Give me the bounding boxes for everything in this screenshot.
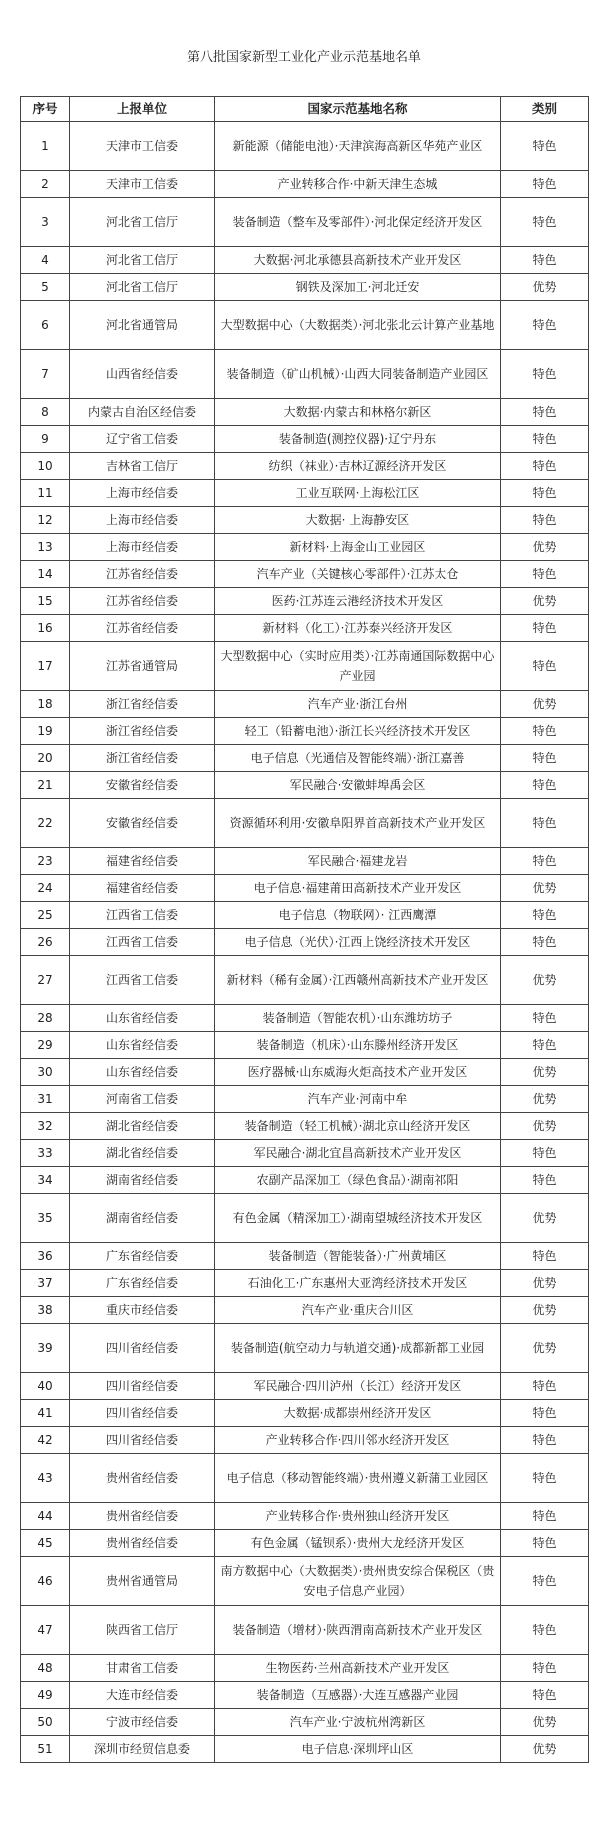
row-category: 特色 <box>501 507 589 534</box>
row-category: 优势 <box>501 534 589 561</box>
row-category: 特色 <box>501 1655 589 1682</box>
row-category: 特色 <box>501 745 589 772</box>
row-number: 49 <box>21 1682 70 1709</box>
row-base-name: 军民融合·安徽蚌埠禹会区 <box>215 772 501 799</box>
row-number: 10 <box>21 453 70 480</box>
row-number: 46 <box>21 1557 70 1606</box>
table-row <box>21 1194 589 1243</box>
row-base-name: 军民融合·福建龙岩 <box>215 848 501 875</box>
row-reporting-unit: 河北省工信厅 <box>70 274 215 301</box>
row-category: 特色 <box>501 848 589 875</box>
row-base-name: 工业互联网·上海松江区 <box>215 480 501 507</box>
row-reporting-unit: 河北省工信厅 <box>70 198 215 247</box>
table-row <box>21 1736 589 1763</box>
row-number: 11 <box>21 480 70 507</box>
row-base-name: 装备制造（智能农机）·山东潍坊坊子 <box>215 1005 501 1032</box>
row-number: 1 <box>21 122 70 171</box>
row-base-name: 汽车产业·浙江台州 <box>215 691 501 718</box>
row-number: 13 <box>21 534 70 561</box>
row-reporting-unit: 宁波市经信委 <box>70 1709 215 1736</box>
row-category: 特色 <box>501 171 589 198</box>
row-number: 26 <box>21 929 70 956</box>
row-base-name: 装备制造（矿山机械）·山西大同装备制造产业园区 <box>215 350 501 399</box>
table-row <box>21 1005 589 1032</box>
table-row <box>21 745 589 772</box>
row-category: 优势 <box>501 691 589 718</box>
row-reporting-unit: 天津市工信委 <box>70 171 215 198</box>
row-reporting-unit: 湖南省经信委 <box>70 1167 215 1194</box>
row-category: 特色 <box>501 1400 589 1427</box>
row-number: 4 <box>21 247 70 274</box>
row-category: 特色 <box>501 1454 589 1503</box>
row-base-name: 大数据· 上海静安区 <box>215 507 501 534</box>
row-number: 48 <box>21 1655 70 1682</box>
row-category: 特色 <box>501 350 589 399</box>
row-base-name: 产业转移合作·中新天津生态城 <box>215 171 501 198</box>
row-reporting-unit: 江苏省经信委 <box>70 588 215 615</box>
table-row <box>21 453 589 480</box>
row-number: 24 <box>21 875 70 902</box>
row-reporting-unit: 安徽省经信委 <box>70 772 215 799</box>
row-category: 特色 <box>501 122 589 171</box>
row-base-name: 新材料（稀有金属）·江西赣州高新技术产业开发区 <box>215 956 501 1005</box>
row-category: 特色 <box>501 799 589 848</box>
row-category: 特色 <box>501 1373 589 1400</box>
row-number: 8 <box>21 399 70 426</box>
row-number: 40 <box>21 1373 70 1400</box>
row-base-name: 大数据·河北承德县高新技术产业开发区 <box>215 247 501 274</box>
table-row <box>21 1427 589 1454</box>
row-category: 特色 <box>501 1167 589 1194</box>
row-number: 5 <box>21 274 70 301</box>
table-row <box>21 642 589 691</box>
row-reporting-unit: 内蒙古自治区经信委 <box>70 399 215 426</box>
row-number: 22 <box>21 799 70 848</box>
row-category: 特色 <box>501 198 589 247</box>
table-row <box>21 691 589 718</box>
table-row <box>21 274 589 301</box>
table-row <box>21 426 589 453</box>
row-base-name: 汽车产业·河南中牟 <box>215 1086 501 1113</box>
row-number: 21 <box>21 772 70 799</box>
row-base-name: 新能源（储能电池）·天津滨海高新区华苑产业区 <box>215 122 501 171</box>
row-reporting-unit: 江苏省通管局 <box>70 642 215 691</box>
row-reporting-unit: 上海市经信委 <box>70 534 215 561</box>
row-number: 36 <box>21 1243 70 1270</box>
row-category: 特色 <box>501 1243 589 1270</box>
row-category: 特色 <box>501 642 589 691</box>
row-number: 14 <box>21 561 70 588</box>
row-category: 特色 <box>501 718 589 745</box>
row-reporting-unit: 四川省经信委 <box>70 1324 215 1373</box>
row-category: 特色 <box>501 1005 589 1032</box>
row-number: 12 <box>21 507 70 534</box>
row-base-name: 南方数据中心（大数据类）·贵州贵安综合保税区（贵安电子信息产业园） <box>215 1557 501 1606</box>
table-row <box>21 772 589 799</box>
row-base-name: 有色金属（锰钡系）·贵州大龙经济开发区 <box>215 1530 501 1557</box>
row-reporting-unit: 贵州省经信委 <box>70 1503 215 1530</box>
row-base-name: 电子信息（物联网）· 江西鹰潭 <box>215 902 501 929</box>
row-reporting-unit: 四川省经信委 <box>70 1373 215 1400</box>
row-reporting-unit: 河北省工信厅 <box>70 247 215 274</box>
row-number: 20 <box>21 745 70 772</box>
row-base-name: 装备制造（互感器）·大连互感器产业园 <box>215 1682 501 1709</box>
row-base-name: 农副产品深加工（绿色食品）·湖南祁阳 <box>215 1167 501 1194</box>
row-reporting-unit: 山西省经信委 <box>70 350 215 399</box>
table-row <box>21 1032 589 1059</box>
table-row <box>21 1297 589 1324</box>
table-row <box>21 1400 589 1427</box>
table-row <box>21 875 589 902</box>
row-base-name: 生物医药·兰州高新技术产业开发区 <box>215 1655 501 1682</box>
row-reporting-unit: 山东省经信委 <box>70 1005 215 1032</box>
row-base-name: 产业转移合作·贵州独山经济开发区 <box>215 1503 501 1530</box>
row-reporting-unit: 浙江省经信委 <box>70 691 215 718</box>
row-number: 43 <box>21 1454 70 1503</box>
row-category: 特色 <box>501 480 589 507</box>
row-category: 特色 <box>501 453 589 480</box>
row-category: 特色 <box>501 1606 589 1655</box>
row-category: 特色 <box>501 1557 589 1606</box>
row-number: 2 <box>21 171 70 198</box>
table-row <box>21 534 589 561</box>
row-reporting-unit: 河南省工信委 <box>70 1086 215 1113</box>
table-row <box>21 301 589 350</box>
table-row <box>21 1113 589 1140</box>
row-category: 特色 <box>501 1530 589 1557</box>
row-number: 28 <box>21 1005 70 1032</box>
row-category: 特色 <box>501 902 589 929</box>
row-base-name: 电子信息·深圳坪山区 <box>215 1736 501 1763</box>
table-row <box>21 1530 589 1557</box>
row-reporting-unit: 湖南省经信委 <box>70 1194 215 1243</box>
row-number: 15 <box>21 588 70 615</box>
row-reporting-unit: 江西省工信委 <box>70 956 215 1005</box>
row-reporting-unit: 深圳市经贸信息委 <box>70 1736 215 1763</box>
row-number: 32 <box>21 1113 70 1140</box>
row-reporting-unit: 湖北省经信委 <box>70 1113 215 1140</box>
row-category: 优势 <box>501 1194 589 1243</box>
header-category: 类别 <box>501 97 589 122</box>
table-row <box>21 1270 589 1297</box>
row-number: 33 <box>21 1140 70 1167</box>
table-row <box>21 247 589 274</box>
row-reporting-unit: 贵州省通管局 <box>70 1557 215 1606</box>
row-number: 30 <box>21 1059 70 1086</box>
row-number: 38 <box>21 1297 70 1324</box>
row-base-name: 装备制造(测控仪器)·辽宁丹东 <box>215 426 501 453</box>
table-row <box>21 1086 589 1113</box>
table-row <box>21 1059 589 1086</box>
table-row <box>21 929 589 956</box>
row-number: 51 <box>21 1736 70 1763</box>
table-row <box>21 799 589 848</box>
row-number: 39 <box>21 1324 70 1373</box>
row-base-name: 装备制造（机床）·山东滕州经济开发区 <box>215 1032 501 1059</box>
row-category: 优势 <box>501 956 589 1005</box>
row-category: 特色 <box>501 1140 589 1167</box>
row-number: 37 <box>21 1270 70 1297</box>
row-reporting-unit: 贵州省经信委 <box>70 1530 215 1557</box>
header-number: 序号 <box>21 97 70 122</box>
row-base-name: 大型数据中心（实时应用类）·江苏南通国际数据中心产业园 <box>215 642 501 691</box>
row-reporting-unit: 江苏省经信委 <box>70 561 215 588</box>
row-category: 优势 <box>501 1270 589 1297</box>
row-base-name: 钢铁及深加工·河北迁安 <box>215 274 501 301</box>
table-row <box>21 848 589 875</box>
table-row <box>21 1503 589 1530</box>
table-row <box>21 1373 589 1400</box>
row-number: 42 <box>21 1427 70 1454</box>
row-base-name: 电子信息·福建莆田高新技术产业开发区 <box>215 875 501 902</box>
table-row <box>21 122 589 171</box>
row-category: 特色 <box>501 1427 589 1454</box>
row-number: 44 <box>21 1503 70 1530</box>
row-base-name: 新材料（化工）·江苏泰兴经济开发区 <box>215 615 501 642</box>
table-row <box>21 1243 589 1270</box>
row-number: 16 <box>21 615 70 642</box>
row-base-name: 汽车产业·重庆合川区 <box>215 1297 501 1324</box>
row-reporting-unit: 安徽省经信委 <box>70 799 215 848</box>
row-number: 34 <box>21 1167 70 1194</box>
row-category: 优势 <box>501 1113 589 1140</box>
row-reporting-unit: 河北省通管局 <box>70 301 215 350</box>
row-base-name: 医疗器械·山东威海火炬高技术产业开发区 <box>215 1059 501 1086</box>
row-number: 9 <box>21 426 70 453</box>
row-base-name: 资源循环利用·安徽阜阳界首高新技术产业开发区 <box>215 799 501 848</box>
table-row <box>21 480 589 507</box>
row-base-name: 装备制造（整车及零部件）·河北保定经济开发区 <box>215 198 501 247</box>
row-reporting-unit: 四川省经信委 <box>70 1400 215 1427</box>
row-number: 29 <box>21 1032 70 1059</box>
base-list-table <box>20 96 589 1763</box>
table-row <box>21 171 589 198</box>
table-row <box>21 1709 589 1736</box>
row-number: 50 <box>21 1709 70 1736</box>
row-base-name: 电子信息（光通信及智能终端）·浙江嘉善 <box>215 745 501 772</box>
row-number: 47 <box>21 1606 70 1655</box>
row-category: 特色 <box>501 426 589 453</box>
row-reporting-unit: 福建省经信委 <box>70 875 215 902</box>
row-reporting-unit: 湖北省经信委 <box>70 1140 215 1167</box>
row-category: 优势 <box>501 1324 589 1373</box>
row-base-name: 医药·江苏连云港经济技术开发区 <box>215 588 501 615</box>
row-reporting-unit: 上海市经信委 <box>70 480 215 507</box>
table-row <box>21 561 589 588</box>
row-category: 特色 <box>501 615 589 642</box>
table-row <box>21 198 589 247</box>
row-base-name: 大型数据中心（大数据类）·河北张北云计算产业基地 <box>215 301 501 350</box>
row-reporting-unit: 江苏省经信委 <box>70 615 215 642</box>
row-reporting-unit: 山东省经信委 <box>70 1032 215 1059</box>
row-number: 17 <box>21 642 70 691</box>
row-category: 优势 <box>501 588 589 615</box>
table-row <box>21 1140 589 1167</box>
table-row <box>21 1324 589 1373</box>
row-number: 18 <box>21 691 70 718</box>
row-reporting-unit: 广东省经信委 <box>70 1243 215 1270</box>
table-row <box>21 1606 589 1655</box>
row-number: 3 <box>21 198 70 247</box>
row-base-name: 产业转移合作·四川邻水经济开发区 <box>215 1427 501 1454</box>
row-number: 35 <box>21 1194 70 1243</box>
row-reporting-unit: 四川省经信委 <box>70 1427 215 1454</box>
row-reporting-unit: 浙江省经信委 <box>70 718 215 745</box>
row-category: 优势 <box>501 1709 589 1736</box>
row-base-name: 装备制造(航空动力与轨道交通)·成都新都工业园 <box>215 1324 501 1373</box>
row-number: 45 <box>21 1530 70 1557</box>
row-base-name: 汽车产业·宁波杭州湾新区 <box>215 1709 501 1736</box>
table-row <box>21 350 589 399</box>
row-base-name: 汽车产业（关键核心零部件）·江苏太仓 <box>215 561 501 588</box>
row-reporting-unit: 甘肃省工信委 <box>70 1655 215 1682</box>
row-reporting-unit: 上海市经信委 <box>70 507 215 534</box>
row-number: 19 <box>21 718 70 745</box>
row-category: 特色 <box>501 1503 589 1530</box>
row-base-name: 有色金属（精深加工）·湖南望城经济技术开发区 <box>215 1194 501 1243</box>
row-base-name: 轻工（铅蓄电池）·浙江长兴经济技术开发区 <box>215 718 501 745</box>
row-base-name: 装备制造（增材）·陕西渭南高新技术产业开发区 <box>215 1606 501 1655</box>
row-base-name: 纺织（袜业）·吉林辽源经济开发区 <box>215 453 501 480</box>
row-category: 特色 <box>501 772 589 799</box>
row-number: 25 <box>21 902 70 929</box>
row-reporting-unit: 江西省工信委 <box>70 902 215 929</box>
row-reporting-unit: 重庆市经信委 <box>70 1297 215 1324</box>
row-category: 特色 <box>501 1032 589 1059</box>
table-row <box>21 902 589 929</box>
row-reporting-unit: 天津市工信委 <box>70 122 215 171</box>
row-number: 31 <box>21 1086 70 1113</box>
row-category: 优势 <box>501 274 589 301</box>
row-category: 特色 <box>501 247 589 274</box>
table-row <box>21 1682 589 1709</box>
row-reporting-unit: 福建省经信委 <box>70 848 215 875</box>
row-reporting-unit: 山东省经信委 <box>70 1059 215 1086</box>
table-row <box>21 615 589 642</box>
table-row <box>21 1454 589 1503</box>
row-base-name: 大数据·成都崇州经济开发区 <box>215 1400 501 1427</box>
row-base-name: 装备制造（轻工机械）·湖北京山经济开发区 <box>215 1113 501 1140</box>
table-row <box>21 588 589 615</box>
row-reporting-unit: 陕西省工信厅 <box>70 1606 215 1655</box>
row-base-name: 军民融合·四川泸州（长江）经济开发区 <box>215 1373 501 1400</box>
row-category: 特色 <box>501 301 589 350</box>
row-base-name: 电子信息（移动智能终端）·贵州遵义新蒲工业园区 <box>215 1454 501 1503</box>
row-reporting-unit: 贵州省经信委 <box>70 1454 215 1503</box>
table-row <box>21 507 589 534</box>
table-row <box>21 1167 589 1194</box>
row-number: 41 <box>21 1400 70 1427</box>
table-row <box>21 1655 589 1682</box>
row-base-name: 军民融合·湖北宜昌高新技术产业开发区 <box>215 1140 501 1167</box>
row-category: 优势 <box>501 1297 589 1324</box>
row-base-name: 大数据·内蒙古和林格尔新区 <box>215 399 501 426</box>
row-base-name: 新材料·上海金山工业园区 <box>215 534 501 561</box>
row-category: 优势 <box>501 1059 589 1086</box>
row-reporting-unit: 辽宁省工信委 <box>70 426 215 453</box>
row-category: 优势 <box>501 1086 589 1113</box>
row-category: 特色 <box>501 561 589 588</box>
row-category: 优势 <box>501 875 589 902</box>
row-reporting-unit: 浙江省经信委 <box>70 745 215 772</box>
table-row <box>21 1557 589 1606</box>
row-base-name: 石油化工·广东惠州大亚湾经济技术开发区 <box>215 1270 501 1297</box>
row-reporting-unit: 广东省经信委 <box>70 1270 215 1297</box>
table-header-row <box>21 97 589 122</box>
row-number: 23 <box>21 848 70 875</box>
header-reporting-unit: 上报单位 <box>70 97 215 122</box>
header-base-name: 国家示范基地名称 <box>215 97 501 122</box>
row-number: 7 <box>21 350 70 399</box>
row-reporting-unit: 江西省工信委 <box>70 929 215 956</box>
row-category: 特色 <box>501 929 589 956</box>
row-category: 特色 <box>501 1682 589 1709</box>
row-category: 特色 <box>501 399 589 426</box>
page-title: 第八批国家新型工业化产业示范基地名单 <box>186 50 421 65</box>
row-category: 优势 <box>501 1736 589 1763</box>
row-number: 27 <box>21 956 70 1005</box>
row-number: 6 <box>21 301 70 350</box>
table-row <box>21 399 589 426</box>
row-base-name: 装备制造（智能装备）·广州黄埔区 <box>215 1243 501 1270</box>
row-reporting-unit: 大连市经信委 <box>70 1682 215 1709</box>
row-base-name: 电子信息（光伏）·江西上饶经济技术开发区 <box>215 929 501 956</box>
table-row <box>21 718 589 745</box>
row-reporting-unit: 吉林省工信厅 <box>70 453 215 480</box>
table-row <box>21 956 589 1005</box>
